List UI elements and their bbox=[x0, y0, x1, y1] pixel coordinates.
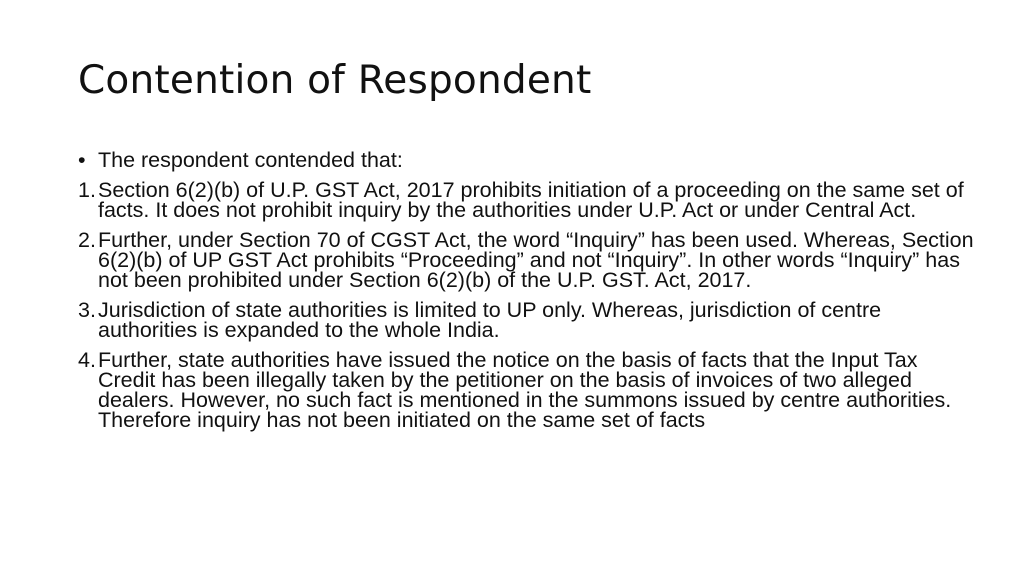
bullet-marker: • bbox=[78, 148, 86, 172]
point-text: Jurisdiction of state authorities is limited to UP only. Whereas, jurisdiction of centre authorities is expanded to the whole India. bbox=[98, 298, 882, 342]
point-text: Further, under Section 70 of CGST Act, the word “Inquiry” has been used. Whereas, Section 6(2)(b) of UP GST Act prohibits “Proceeding” and not “Inquiry”. In other words “Inquiry” has not been prohibited under Section 6(2)(b) of the U.P. GST. Act, 2017. bbox=[98, 228, 974, 292]
point-number: 3. bbox=[78, 298, 96, 322]
point-number: 4. bbox=[78, 348, 96, 372]
intro-text: The respondent contended that: bbox=[98, 148, 403, 172]
numbered-point-4 bbox=[78, 350, 978, 430]
slide-title: Contention of Respondent bbox=[78, 58, 592, 103]
point-number: 1. bbox=[78, 178, 96, 202]
point-text: Further, state authorities have issued the notice on the basis of facts that the Input Tax Credit has been illegally taken by the petitioner on the basis of invoices of two alleged dealers. However, no such fact is mentioned in the summons issued by centre authorities. Therefore inquiry has not been initiated on the same set of facts bbox=[98, 348, 952, 432]
numbered-point-1 bbox=[78, 180, 978, 220]
slide-content bbox=[78, 150, 978, 440]
point-text: Section 6(2)(b) of U.P. GST Act, 2017 prohibits initiation of a proceeding on the same set of facts. It does not prohibit inquiry by the authorities under U.P. Act or under Central Act. bbox=[98, 178, 964, 222]
numbered-point-2 bbox=[78, 230, 978, 290]
numbered-point-3 bbox=[78, 300, 978, 340]
point-number: 2. bbox=[78, 228, 96, 252]
intro-line bbox=[78, 150, 978, 170]
